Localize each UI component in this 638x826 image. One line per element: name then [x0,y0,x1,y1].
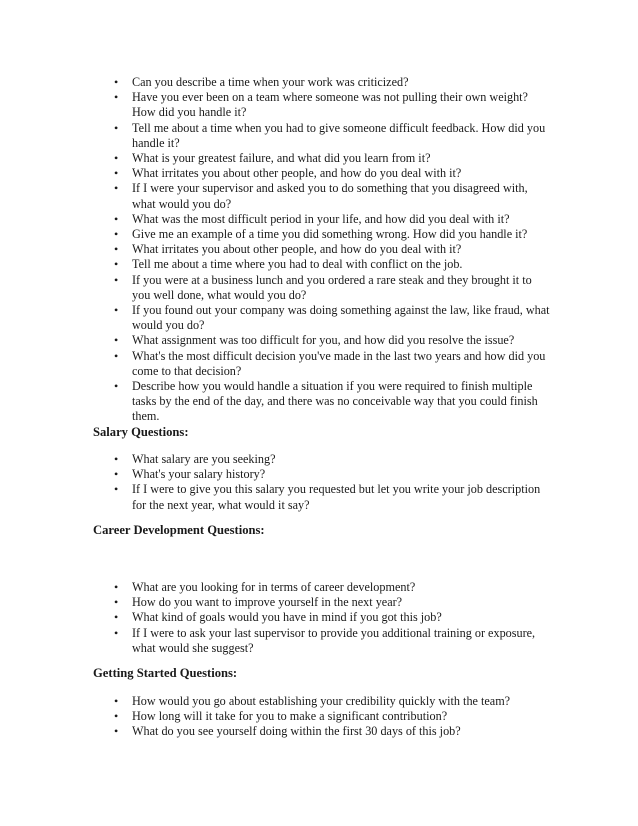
career-development-questions-list [0,580,638,656]
list-item: • Can you describe a time when your work was criticized? [114,75,409,89]
getting-started-questions-list [0,694,638,740]
list-item: • What's your salary history? [114,467,266,482]
bullet-icon: • [114,75,119,89]
bullet-icon: • [114,227,119,242]
bullet-icon: • [114,333,119,348]
list-item: • Have you ever been on a team where someone was not pulling their own weight? How did you handle it? [114,90,528,120]
list-item: • Give me an example of a time you did something wrong. How did you handle it? [114,227,528,242]
bullet-icon: • [114,724,119,739]
list-item: • What is your greatest failure, and what did you learn from it? [114,151,431,166]
list-item: • Tell me about a time where you had to deal with conflict on the job. [114,257,463,272]
bullet-icon: • [114,211,119,226]
list-item: • If I were to give you this salary you requested but let you write your job description for the next year, what would it say? [114,482,541,512]
list-item: • What was the most difficult period in your life, and how did you deal with it? [114,211,510,226]
bullet-icon: • [114,303,119,318]
list-item: • What irritates you about other people, and how do you deal with it? [114,166,462,181]
list-item: • What are you looking for in terms of career development? [114,580,416,594]
list-item: • How would you go about establishing your credibility quickly with the team? [114,694,511,708]
list-item: • If you were at a business lunch and you ordered a rare steak and they brought it to you well done, what would you do? [114,272,532,302]
bullet-icon: • [114,595,119,610]
bullet-icon: • [114,151,119,166]
salary-questions-list [0,452,638,513]
list-item: • What kind of goals would you have in mind if you got this job? [114,610,442,625]
list-item: • What do you see yourself doing within the first 30 days of this job? [114,724,461,739]
bullet-icon: • [114,694,119,708]
bullet-icon: • [114,120,119,135]
list-item: • Describe how you would handle a situation if you were required to finish multiple tasks by the end of the day, and there was no conceivable way that you could finish them. [114,379,538,424]
list-item: • How long will it take for you to make a significant contribution? [114,709,448,724]
list-item: • If I were to ask your last supervisor to provide you additional training or exposure, what would she suggest? [114,625,536,655]
list-item: • Tell me about a time when you had to give someone difficult feedback. How did you handle it? [114,120,546,150]
bullet-icon: • [114,467,119,482]
section-heading-career-development: Career Development Questions: [93,523,265,537]
bullet-icon: • [114,580,119,594]
bullet-icon: • [114,166,119,181]
list-item: • If you found out your company was doing something against the law, like fraud, what would you do? [114,303,550,333]
list-item: • How do you want to improve yourself in the next year? [114,595,403,610]
bullet-icon: • [114,90,119,105]
list-item: • What irritates you about other people, and how do you deal with it? [114,242,462,257]
bullet-icon: • [114,348,119,363]
bullet-icon: • [114,379,119,394]
bullet-icon: • [114,482,119,497]
list-item: • What assignment was too difficult for you, and how did you resolve the issue? [114,333,515,348]
section-heading-salary: Salary Questions: [93,425,189,439]
list-item: • If I were your supervisor and asked you to do something that you disagreed with, what would you do? [114,181,528,211]
bullet-icon: • [114,452,119,466]
bullet-icon: • [114,610,119,625]
list-item: • What's the most difficult decision you've made in the last two years and how did you come to that decision? [114,348,546,378]
list-item: • What salary are you seeking? [114,452,276,466]
bullet-icon: • [114,625,119,640]
behavioral-questions-list [0,75,638,425]
section-heading-getting-started: Getting Started Questions: [93,666,238,680]
bullet-icon: • [114,257,119,272]
bullet-icon: • [114,709,119,724]
bullet-icon: • [114,181,119,196]
bullet-icon: • [114,272,119,287]
bullet-icon: • [114,242,119,257]
